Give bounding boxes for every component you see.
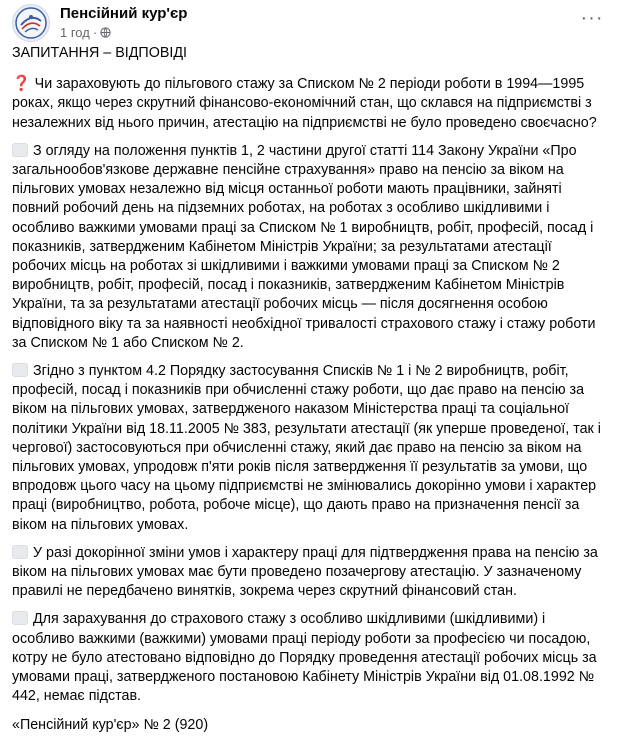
bullet-icon: [12, 363, 28, 377]
page-avatar[interactable]: [12, 4, 50, 42]
bullet-icon: [12, 611, 28, 625]
paragraph-text: З огляду на положення пунктів 1, 2 частини другої статті 114 Закону України «Про загальнообов'язкове державне пенсійне страхування» право на пенсію за віком на пільгових умовах незалежно від місця останньої роботи мають працівники, зайняті повний робочий день на підземних роботах, на роботах з особливо шкідливими і особливо важкими умовами праці за Списком № 1 виробництв, робіт, професій, посад і показників, затвердженим Кабінетом Міністрів України; за результатами атестації робочих місць на роботах зі шкідливими і важкими умовами праці за Списком № 2 виробництв, робіт, професій, посад і показників, затвердженим Кабінетом Міністрів України, та за результатами атестації робочих місць — після досягнення особою відповідного віку та за наявності необхідної тривалості страхового стажу і стажу роботи за Списком № 1 або Списком № 2.: [12, 142, 596, 351]
answer-paragraph-4: [12, 610, 608, 706]
meta-separator: ·: [92, 25, 98, 40]
post-signature: «Пенсійний кур'єр» № 2 (920): [12, 716, 209, 733]
paragraph-text: Для зарахування до страхового стажу з особливо шкідливими (шкідливими) і особливо важкими (важкими) умовами праці періоду роботи за професією чи посадою, котру не було атестовано відповідно до Порядку проведення атестації робочих місць за умовами праці, затвердженого постановою Кабінету Міністрів України від 01.08.1992 № 442, немає підстав.: [12, 611, 597, 705]
globe-icon[interactable]: [100, 27, 111, 38]
question-paragraph: [12, 74, 608, 133]
answer-paragraph-1: [12, 142, 608, 353]
answer-paragraph-3: [12, 544, 608, 602]
bullet-icon: [12, 143, 28, 157]
question-icon: ❓: [12, 75, 31, 93]
paragraph-text: Згідно з пунктом 4.2 Порядку застосування Списків № 1 і № 2 виробництв, робіт, професій, посад і показників при обчисленні стажу роботи, що дає право на пенсію за віком на пільгових умовах, затвердженого наказом Міністерства праці та соціальної політики України від 18.11.2005 № 383, результати атестації (як уперше проведеної, так і чергової) застосовуються при обчисленні стажу, який дає право на пенсію за віком на пільгових умовах, упродовж п'яти років після затвердження її результатів за умови, що впродовж цього часу на цьому підприємстві не змінювались докорінно умови і характер праці (виробництво, робота, робоче місце), що дають право на призначення пенсії за віком на пільгових умовах.: [12, 363, 601, 533]
post-body: [12, 44, 608, 744]
question-text: Чи зараховують до пільгового стажу за Списком № 2 періоди роботи в 1994—1995 роках, якщо через скрутний фінансово-економічний стан, що склався на підприємстві з незалежних від нього причин, атестацію на підприємстві не було проведено своєчасно?: [12, 76, 597, 131]
post-meta: [60, 25, 111, 40]
post-timestamp[interactable]: 1 год: [60, 25, 90, 40]
logo-icon: [13, 5, 49, 41]
post-heading: ЗАПИТАННЯ – ВІДПОВІДІ: [12, 45, 187, 61]
page-name-link[interactable]: Пенсійний кур'єр: [60, 5, 188, 22]
answer-paragraph-2: [12, 362, 608, 535]
more-options-button[interactable]: ···: [576, 6, 608, 30]
paragraph-text: У разі докорінної зміни умов і характеру праці для підтвердження права на пенсію за віком на пільгових умовах має бути проведено позачергову атестацію. У зазначеному правилі не передбачено винятків, зокрема через скрутний фінансовий стан.: [12, 544, 598, 600]
bullet-icon: [12, 545, 28, 559]
post-header: [12, 4, 608, 40]
